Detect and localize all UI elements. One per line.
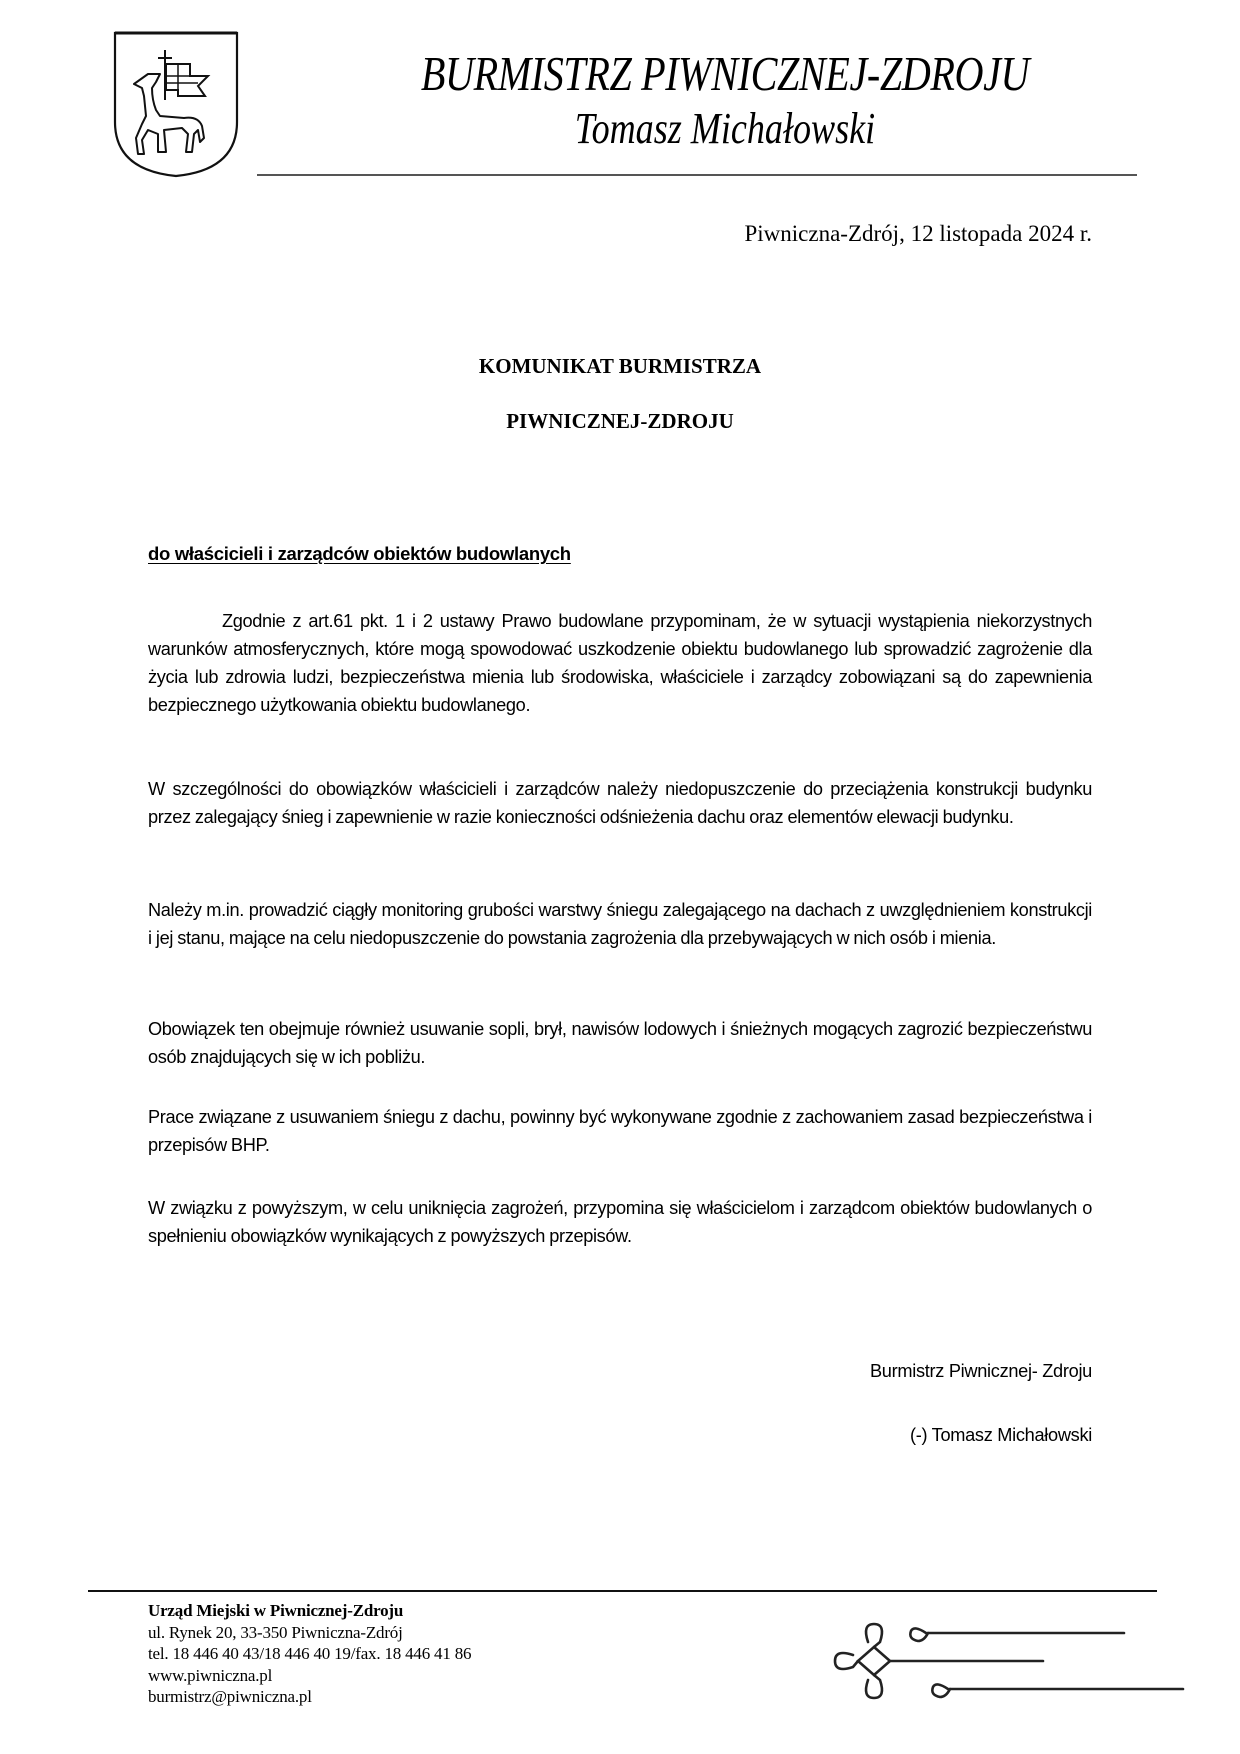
document-date: Piwniczna-Zdrój, 12 listopada 2024 r. <box>744 221 1092 246</box>
body-paragraph-6: W związku z powyższym, w celu uniknięcia zagrożeń, przypomina się właścicielom i zarządcom obiektów budowlanych o spełnieniu obowiązków wynikających z powyższych przepisów. <box>148 1198 1092 1246</box>
signature-role: Burmistrz Piwnicznej- Zdroju <box>869 1361 1092 1381</box>
footer-website-link[interactable]: www.piwniczna.pl <box>148 1665 273 1685</box>
footer-phone: tel. 18 446 40 43/18 446 40 19/fax. 18 446 41 86 <box>148 1644 472 1663</box>
announcement-subheading: do właścicieli i zarządców obiektów budowlanych <box>148 543 571 564</box>
footer-email-link[interactable]: burmistrz@piwniczna.pl <box>148 1687 312 1706</box>
body-paragraph-3: Należy m.in. prowadzić ciągły monitoring grubości warstwy śniegu zalegającego na dachach z uwzględnieniem konstrukcji i jej stanu, mające na celu niedopuszczenie do powstania zagrożenia dla przebywających w nich osób i mienia. <box>148 900 1092 948</box>
decorative-ornament-icon <box>826 1618 1196 1708</box>
announcement-title-line2: PIWNICZNEJ-ZDROJU <box>506 409 734 433</box>
body-paragraph-5: Prace związane z usuwaniem śniegu z dachu, powinny być wykonywane zgodnie z zachowaniem zasad bezpieczeństwa i przepisów BHP. <box>148 1107 1092 1155</box>
footer-organization: Urząd Miejski w Piwnicznej-Zdroju <box>148 1601 404 1620</box>
header-mayor-name: Tomasz Michałowski <box>574 104 876 153</box>
coat-of-arms-icon <box>112 30 240 178</box>
footer-divider <box>88 1590 1157 1592</box>
body-paragraph-2: W szczególności do obowiązków właścicieli i zarządców należy niedopuszczenie do przeciążenia konstrukcji budynku przez zalegający śnieg i zapewnienie w razie konieczności odśnieżenia dachu oraz elementów elewacji budynku. <box>148 779 1092 827</box>
footer-contact <box>148 1600 471 1708</box>
signature-name: (-) Tomasz Michałowski <box>909 1425 1092 1445</box>
body-paragraph-1: Zgodnie z art.61 pkt. 1 i 2 ustawy Prawo budowlane przypominam, że w sytuacji wystąpienia niekorzystnych warunków atmosferycznych, które mogą spowodować uszkodzenie obiektu budowlanego lub sprowadzić zagrożenie dla życia lub zdrowia ludzi, bezpieczeństwa mienia lub środowiska, właściciele i zarządcy zobowiązani są do zapewnienia bezpiecznego użytkowania obiektu budowlanego. <box>148 611 1092 715</box>
footer-address: ul. Rynek 20, 33-350 Piwniczna-Zdrój <box>148 1622 403 1642</box>
header-title: BURMISTRZ PIWNICZNEJ-ZDROJU <box>420 46 1030 101</box>
body-paragraph-4: Obowiązek ten obejmuje również usuwanie sopli, brył, nawisów lodowych i śnieżnych mogących zagrozić bezpieczeństwu osób znajdujących się w ich pobliżu. <box>148 1019 1092 1067</box>
announcement-title-line1: KOMUNIKAT BURMISTRZA <box>478 354 762 378</box>
header-divider <box>257 174 1137 176</box>
